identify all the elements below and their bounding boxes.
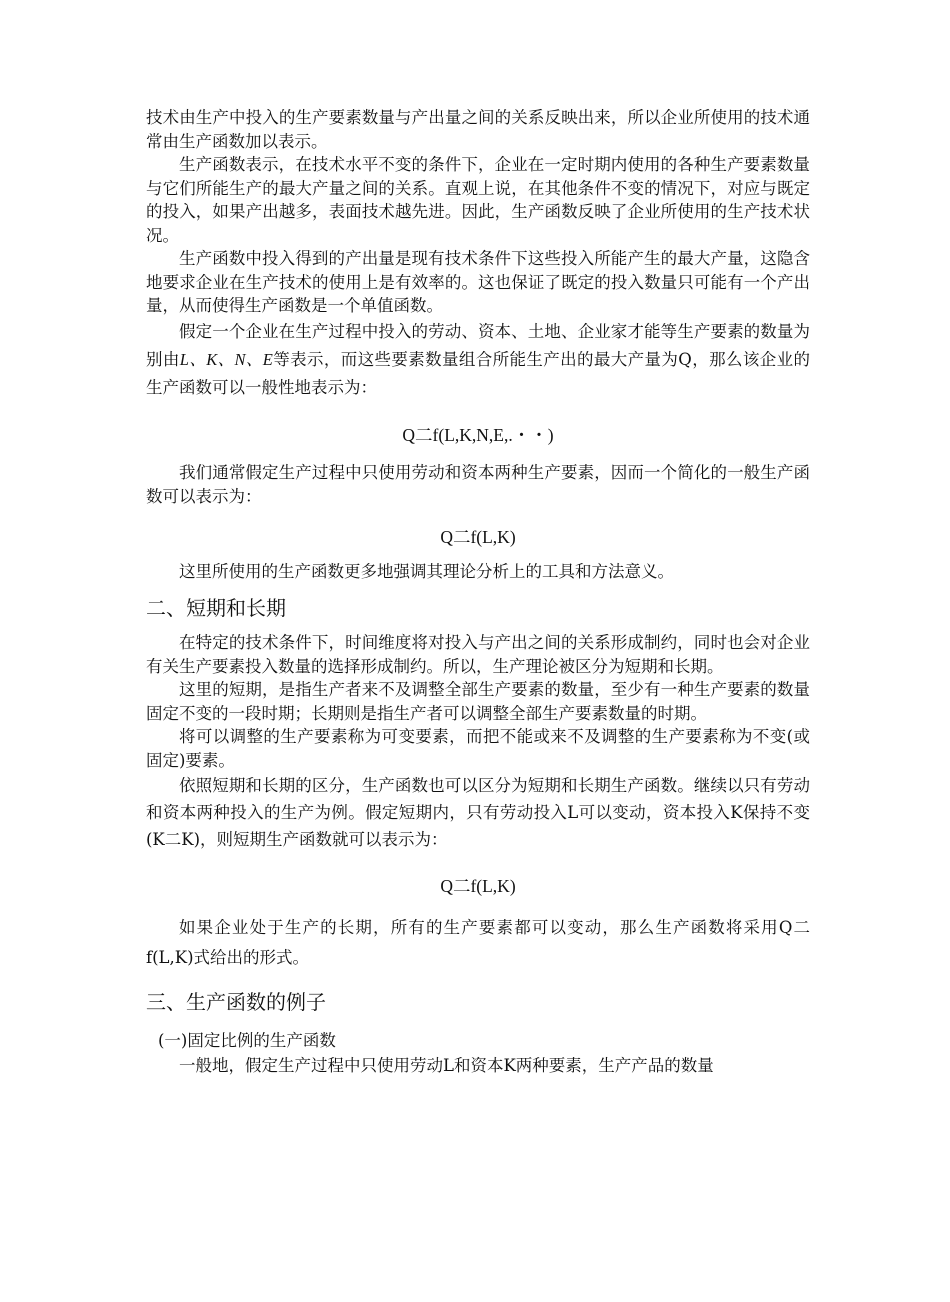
paragraph: 生产函数表示，在技术水平不变的条件下，企业在一定时期内使用的各种生产要素数量与它们所能生产的最大产量之间的关系。直观上说，在其他条件不变的情况下，对应与既定的投入，如果产出越多，表面技术越先进。因此，生产函数反映了企业所使用的生产技术状况。 (146, 155, 810, 245)
paragraph: 依照短期和长期的区分，生产函数也可以区分为短期和长期生产函数。继续以只有劳动和资本两种投入的生产为例。假定短期内，只有劳动投入L可以变动，资本投入K保持不变(K二K)，则短期生产函数就可以表示为： (146, 776, 810, 849)
paragraph-text: 等表示，而这些要素数量组合所能生产出的最大产量为Q，那么该企业的生产函数可以一般性地表示为： (146, 349, 810, 397)
subsection-heading: (一)固定比例的生产函数 (158, 1030, 336, 1050)
formula: Q二f(L,K,N,E,.・・) (402, 424, 554, 445)
paragraph: 一般地，假定生产过程中只使用劳动L和资本K两种要素，生产产品的数量 (179, 1055, 714, 1075)
paragraph (146, 318, 810, 402)
formula: Q二f(L,K) (440, 876, 516, 896)
section-heading: 二、短期和长期 (146, 596, 286, 620)
section-heading: 三、生产函数的例子 (146, 989, 326, 1014)
formula: Q二f(L,K) (440, 527, 516, 547)
paragraph: 这里的短期，是指生产者来不及调整全部生产要素的数量，至少有一种生产要素的数量固定不变的一段时期；长期则是指生产者可以调整全部生产要素数量的时期。 (146, 680, 810, 723)
paragraph: 生产函数中投入得到的产出量是现有技术条件下这些投入所能产生的最大产量，这隐含地要求企业在生产技术的使用上是有效率的。这也保证了既定的投入数量只可能有一个产出量，从而使得生产函数是一个单值函数。 (146, 249, 810, 315)
paragraph: 将可以调整的生产要素称为可变要素，而把不能或来不及调整的生产要素称为不变(或固定)要素。 (146, 727, 810, 770)
paragraph: 在特定的技术条件下，时间维度将对投入与产出之间的关系形成制约，同时也会对企业有关生产要素投入数量的选择形成制约。所以，生产理论被区分为短期和长期。 (146, 633, 810, 676)
paragraph: 技术由生产中投入的生产要素数量与产出量之间的关系反映出来，所以企业所使用的技术通常由生产函数加以表示。 (146, 108, 810, 151)
paragraph: 如果企业处于生产的长期，所有的生产要素都可以变动，那么生产函数将采用Q二f(L,K)式给出的形式。 (146, 917, 810, 967)
variables-text: L、K、N、E (179, 349, 273, 369)
paragraph-text: 假定一个企业在生产过程中投入的劳动、资本、土地、企业家才能等生产要素的数量为别由 (146, 321, 810, 369)
document-page (146, 106, 810, 1077)
paragraph: 我们通常假定生产过程中只使用劳动和资本两种生产要素，因而一个简化的一般生产函数可以表示为： (146, 463, 810, 506)
paragraph: 这里所使用的生产函数更多地强调其理论分析上的工具和方法意义。 (179, 561, 674, 581)
